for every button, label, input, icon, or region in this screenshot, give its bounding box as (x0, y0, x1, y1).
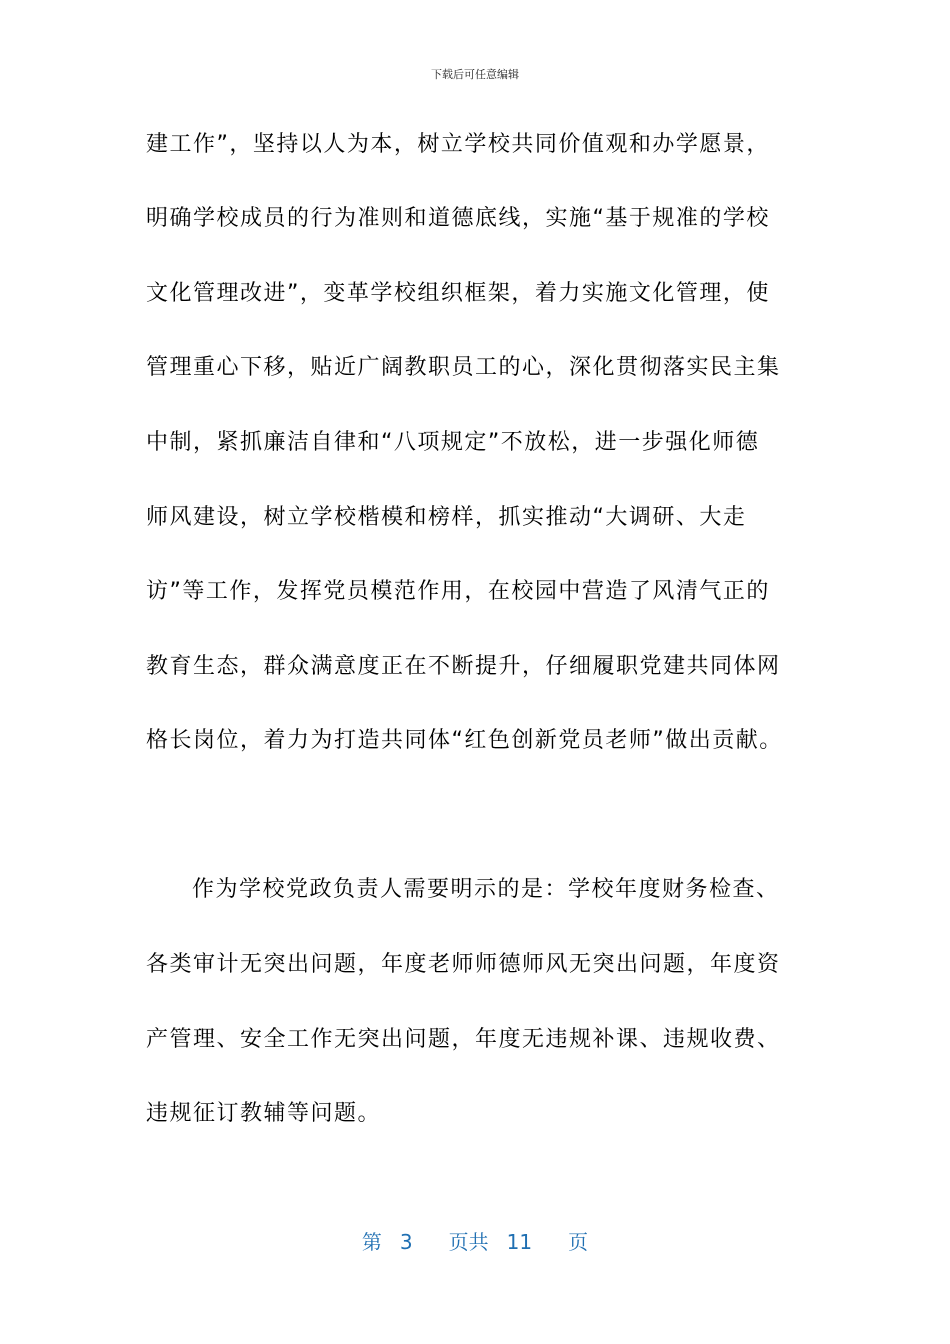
header-note: 下载后可任意编辑 (431, 68, 519, 81)
paragraph-line: 建工作”，坚持以人为本，树立学校共同价值观和办学愿景， (146, 132, 770, 157)
paragraph-line: 访”等工作，发挥党员模范作用，在校园中营造了风清气正的 (146, 579, 770, 604)
paragraph-line: 明确学校成员的行为准则和道德底线，实施“基于规准的学校 (146, 206, 770, 231)
paragraph-line: 教育生态，群众满意度正在不断提升，仔细履职党建共同体网 (146, 654, 781, 679)
page-number: 3 (399, 1230, 413, 1254)
paragraph-line: 各类审计无突出问题，年度老师师德师风无突出问题，年度资 (146, 952, 781, 977)
page-footer (0, 1226, 950, 1255)
paragraph-line: 中制，紧抓廉洁自律和“八项规定”不放松，进一步强化师德 (146, 430, 760, 455)
page-label-prefix: 第 (361, 1230, 382, 1254)
paragraph-line: 文化管理改进”，变革学校组织框架，着力实施文化管理，使 (146, 281, 770, 306)
paragraph-line: 产管理、安全工作无突出问题，年度无违规补课、违规收费、 (146, 1027, 781, 1052)
paragraph-line: 师风建设，树立学校楷模和榜样，抓实推动“大调研、大走 (146, 505, 747, 530)
page-label-suffix: 页 (568, 1230, 589, 1254)
paragraph-line: 作为学校党政负责人需要明示的是：学校年度财务检查、 (192, 877, 780, 902)
page-label-mid: 页共 (448, 1230, 489, 1254)
total-pages: 11 (506, 1230, 533, 1254)
paragraph-line: 格长岗位，着力为打造共同体“红色创新党员老师”做出贡献。 (146, 728, 783, 753)
paragraph-line: 管理重心下移，贴近广阔教职员工的心，深化贯彻落实民主集 (146, 355, 781, 380)
paragraph-line: 违规征订教辅等问题。 (146, 1101, 382, 1126)
